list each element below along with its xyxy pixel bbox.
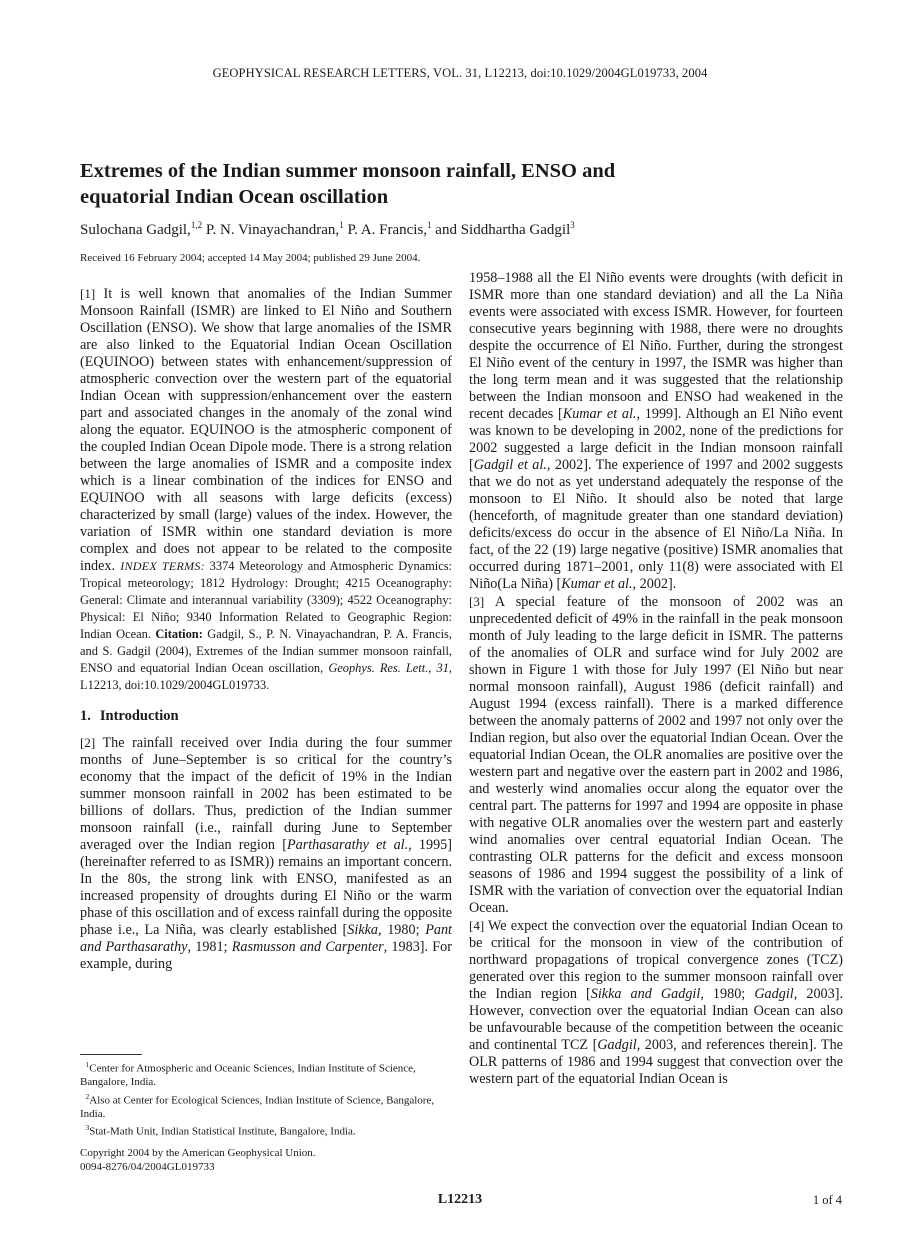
para-2-cont-text: , 1999]. Although an El Niño event was known to be developing in 2002, none of the predictions for 2002 suggested a large deficit in the Indian monsoon rainfall [ <box>469 406 843 473</box>
abstract <box>80 285 452 694</box>
journal-header: GEOPHYSICAL RESEARCH LETTERS, VOL. 31, L12213, doi:10.1029/2004GL019733, 2004 <box>212 66 708 80</box>
para-4-text: , 2003, and references therein]. The OLR patterns of 1986 and 1994 suggest that convection over the western part of the equatorial Indian Ocean is <box>469 1037 843 1087</box>
citation-text: Gadgil, S., P. N. Vinayachandran, P. A. Francis, and S. Gadgil (2004), Extremes of the Indian summer monsoon rainfall, ENSO and equatorial Indian Ocean oscillation, <box>80 627 452 675</box>
index-terms-label: INDEX TERMS: <box>120 559 205 573</box>
para-2-cont-text: , 2002]. <box>632 576 677 592</box>
footnote-1-text: Center for Atmospheric and Oceanic Sciences, Indian Institute of Science, Bangalore, India. <box>80 1062 416 1089</box>
author-3-affil: 1 <box>427 220 432 230</box>
received-dates: Received 16 February 2004; accepted 14 May 2004; published 29 June 2004. <box>80 252 421 264</box>
para-2-text: The rainfall received over India during the four summer months of June–September is so critical for the country’s economy that the impact of the deficit of 19% in the Indian summer monsoon rainfall in 2002 has been estimated to be billions of dollars. Thus, prediction of the Indian summer monsoon rainfall (i.e., rainfall during June to September averaged over the Indian region [ <box>80 735 452 853</box>
para-3-text: A special feature of the monsoon of 2002 was an unprecedented deficit of 49% in the rainfall in the peak monsoon month of July leading to the large deficit in ISMR. The patterns of the anomalies of OLR and surface wind for July 2002 are shown in Figure 1 with those for July 1997 (El Niño but near normal monsoon rainfall), August 1986 (deficit rainfall) and August 1994 (excess rainfall). There is a marked difference between the anomaly patterns of 2002 and 1997 not only over the Indian region, but also over the equatorial Indian Ocean. Over the equatorial Indian Ocean, the OLR anomalies are positive over the western part and negative over the eastern part in 2002 and 1986, and westerly wind anomalies occur along the equator over the central part. The patterns for 1997 and 1994 are opposite in phase with negative OLR anomalies over the western part and easterly wind anomalies over central equatorial Indian Ocean. The contrasting OLR patterns for the deficit and excess monsoon seasons of 1986 and 1994 suggest the possibility of a link of ISMR with the variation of convection over the equatorial Indian Ocean. <box>469 594 843 916</box>
author-2: P. N. Vinayachandran, <box>205 222 340 238</box>
footnote-3-marker: 3 <box>85 1123 90 1133</box>
index-terms: 3374 Meteorology and Atmospheric Dynamics: Tropical meteorology; 1812 Hydrology: Drought; 4215 Oceanography: General: Climate and interannual variability (3309); 4522 Oceanography: Physical: El Niño; 9340 Information Related to Geographic Region: Indian Ocean. <box>80 559 452 641</box>
author-4: and Siddhartha Gadgil <box>435 222 571 238</box>
paragraph-3 <box>469 593 843 917</box>
ref-kumar-1999: Kumar et al. <box>562 406 637 422</box>
citation-end: , L12213, doi:10.1029/2004GL019733. <box>80 661 452 692</box>
citation-label: Citation: <box>155 627 203 641</box>
ref-rasmusson: Rasmusson and Carpenter <box>231 939 384 955</box>
ref-pant: Pant and Parthasarathy <box>80 922 452 955</box>
author-2-affil: 1 <box>339 220 344 230</box>
paper-title <box>80 158 840 210</box>
footnote-1 <box>80 1058 452 1090</box>
ref-sikka: Sikka <box>347 922 379 938</box>
footnote-3 <box>80 1121 452 1139</box>
citation-volume: 31 <box>436 661 449 675</box>
citation-sep: , <box>428 661 432 675</box>
footnote-2-marker: 2 <box>85 1091 90 1101</box>
footnotes <box>80 1058 452 1139</box>
paragraph-4 <box>469 917 843 1088</box>
ref-sikka-gadgil: Sikka and Gadgil <box>590 986 701 1002</box>
footnote-1-marker: 1 <box>85 1060 90 1069</box>
ref-gadgil-2003: Gadgil <box>754 986 794 1002</box>
paragraph-2-continued <box>469 270 843 593</box>
left-column <box>80 285 452 973</box>
abstract-para-num: [1] <box>80 286 96 301</box>
abstract-body: It is well known that anomalies of the Indian Summer Monsoon Rainfall (ISMR) are linked to El Niño and Southern Oscillation (ENSO). We show that large anomalies of the ISMR are also linked to the Equatorial Indian Ocean Oscillation (EQUINOO) between states with enhancement/suppression of atmospheric convection over the western part of the equatorial Indian Ocean with suppression/enhancement over the eastern part and associated changes in the anomaly of the zonal wind along the equator. EQUINOO is the atmospheric component of the coupled Indian Ocean Dipole mode. There is a strong relation between the large anomalies of ISMR and a composite index which is a linear combination of the indices for ENSO and EQUINOO with all seasons with large deficits (excess) characterized by small (large) values of the index. However, the variation of ISMR within one standard deviation is more complex and does not appear to be related to the composite index. <box>80 286 452 574</box>
title-line-1: Extremes of the Indian summer monsoon rainfall, ENSO and <box>80 160 616 182</box>
ref-gadgil-2002: Gadgil et al. <box>473 457 547 473</box>
section-number: 1. <box>80 708 91 724</box>
footnote-3-text: Stat-Math Unit, Indian Statistical Institute, Bangalore, India. <box>89 1125 356 1138</box>
para-2-cont-text: , 2002]. The experience of 1997 and 2002 suggests that we do not as yet understand adequately the response of the monsoon to El Niño. It should also be noted that large (henceforth, of magnitude greater than one standard deviation) deficits/excess do occur in the absence of El Niño/La Niña. In fact, of the 22 (19) large negative (positive) ISMR anomalies that occurred during 1871–2001, only 11(8) were associated with El Niño(La Niña) [ <box>469 457 843 592</box>
para-2-text: , 1995] (hereinafter referred to as ISMR)) remains an important concern. In the 80s, the strong link with ENSO, manifested as an increased propensity of droughts during El Niño or the warm phase of this oscillation and of excess rainfall during the opposite phase i.e., La Niña, was clearly established [ <box>80 837 453 938</box>
citation-journal: Geophys. Res. Lett. <box>328 661 429 675</box>
issn-line: 0094-8276/04/2004GL019733 <box>80 1160 215 1173</box>
author-1: Sulochana Gadgil, <box>80 222 191 238</box>
right-column <box>469 270 843 1088</box>
author-3: P. A. Francis, <box>347 222 428 238</box>
copyright-block <box>80 1147 452 1174</box>
section-heading-introduction <box>80 708 452 725</box>
ref-parthasarathy: Parthasarathy et al. <box>286 837 409 853</box>
author-4-affil: 3 <box>570 220 575 230</box>
page-number: 1 of 4 <box>812 1193 842 1207</box>
ref-kumar-2002: Kumar et al. <box>561 576 633 592</box>
paragraph-2 <box>80 734 452 973</box>
para-4-num: [4] <box>469 918 485 933</box>
para-2-text: , 1983]. For example, during <box>80 939 452 972</box>
ref-gadgil-2003b: Gadgil <box>597 1037 637 1053</box>
footnote-2-text: Also at Center for Ecological Sciences, Indian Institute of Science, Bangalore, India. <box>80 1094 435 1120</box>
para-3-num: [3] <box>469 594 485 609</box>
para-2-cont-text: 1958–1988 all the El Niño events were droughts (with deficit in ISMR more than one standard deviation) and all the La Niña events were associated with excess ISMR. However, for fourteen consecutive years beginning with 1988, there were no droughts despite the occurrence of El Niño. Further, during the strongest El Niño event of the century in 1997, the ISMR was higher than the long term mean and it was suggested that the relationship between the Indian monsoon and ENSO had weakened in the recent decades [ <box>469 270 843 422</box>
section-title: Introduction <box>99 708 179 724</box>
para-4-text: We expect the convection over the equatorial Indian Ocean to be critical for the monsoon in view of the contribution of northward propagations of tropical convergence zones (TCZ) generated over this region to the summer monsoon rainfall over the Indian region [ <box>469 918 843 1002</box>
author-list <box>80 220 575 239</box>
copyright-line: Copyright 2004 by the American Geophysical Union. <box>80 1147 316 1159</box>
para-4-text: , 1980; <box>700 986 755 1002</box>
para-2-num: [2] <box>80 735 96 750</box>
author-1-affil: 1,2 <box>190 220 203 230</box>
para-2-text: , 1981; <box>187 939 232 955</box>
para-4-text: , 2003]. However, convection over the equatorial Indian Ocean can also be unfavourable because of the competition between the oceanic and continental TCZ [ <box>469 986 843 1053</box>
title-line-2: equatorial Indian Ocean oscillation <box>80 186 389 208</box>
footnote-2 <box>80 1090 452 1122</box>
para-2-text: , 1980; <box>378 922 426 938</box>
footnote-rule <box>80 1054 142 1055</box>
article-id: L12213 <box>437 1192 483 1207</box>
